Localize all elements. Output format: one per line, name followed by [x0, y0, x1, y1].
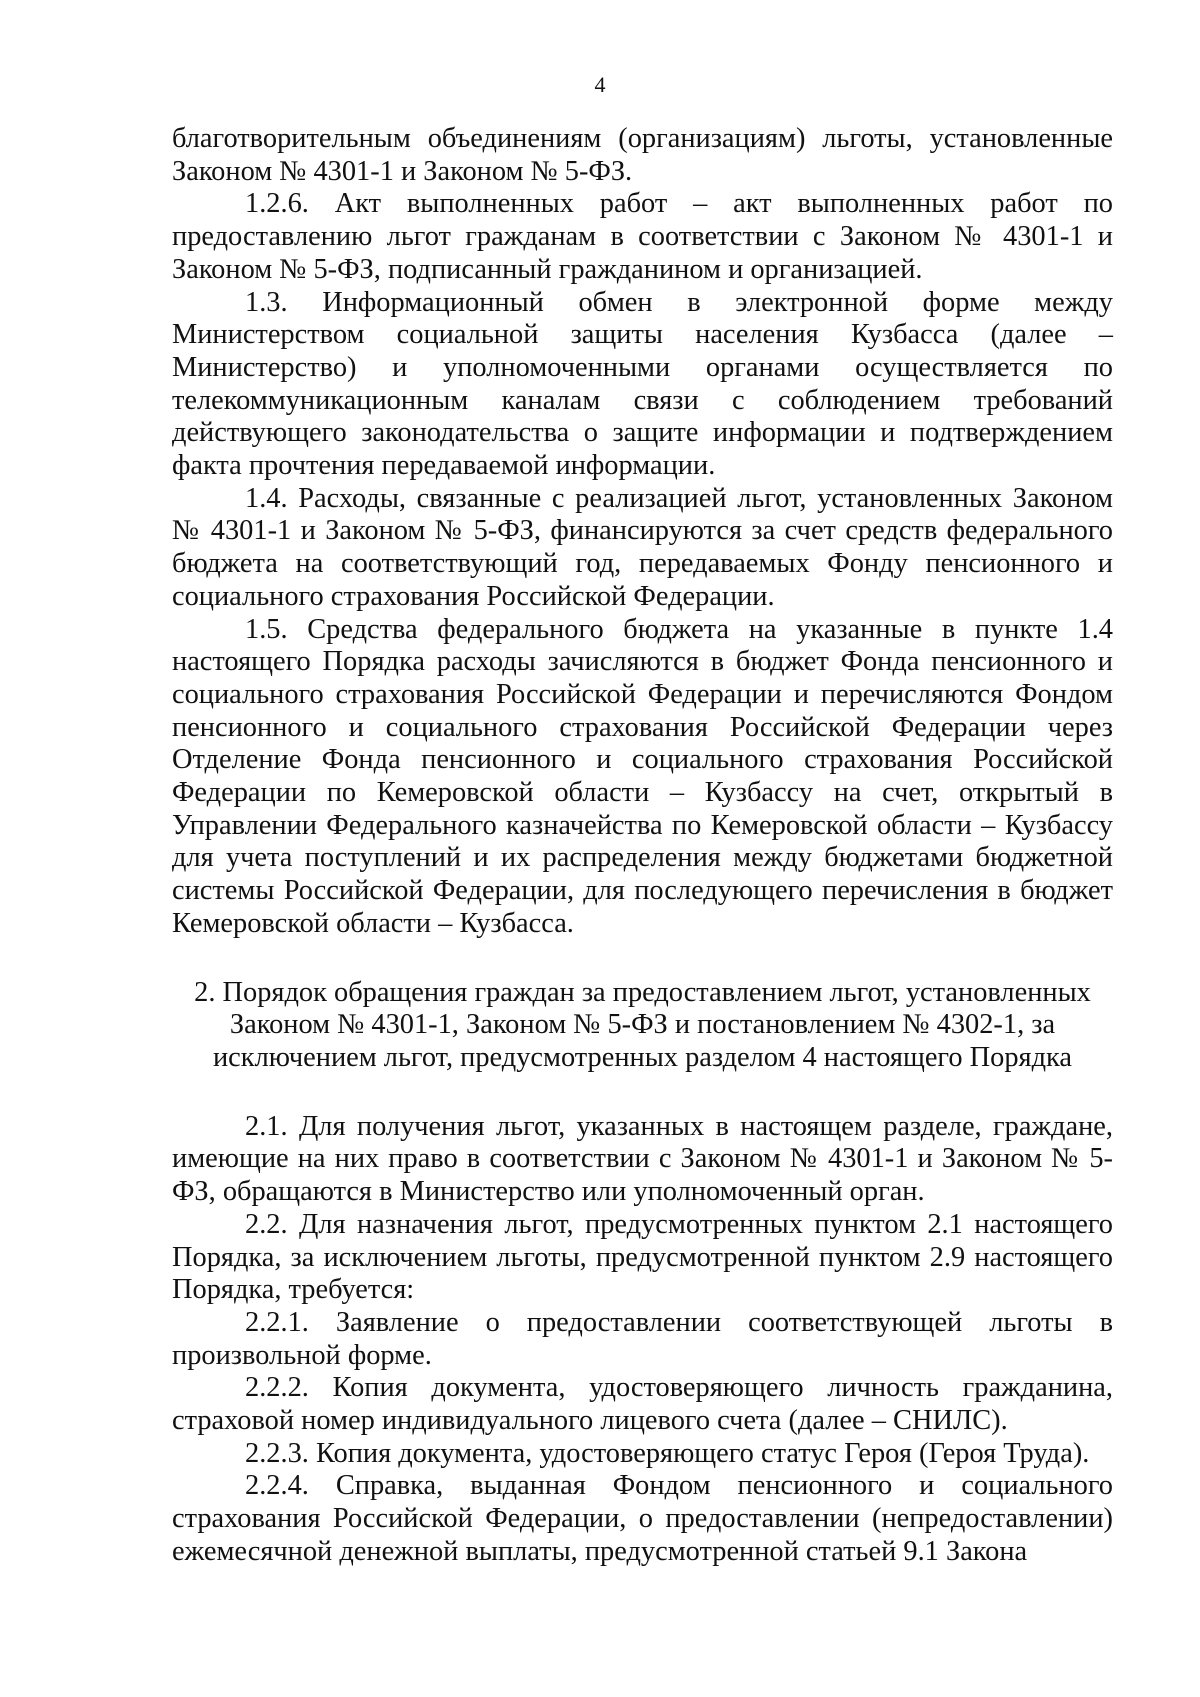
paragraph-continuation: благотворительным объединениям (организациям) льготы, установленные Законом № 4301-1 и Законом № 5-ФЗ. [172, 123, 1113, 187]
page-number: 4 [594, 72, 606, 97]
section-heading-line-3: исключением льгот, предусмотренных разделом 4 настоящего Порядка [212, 1041, 1073, 1073]
paragraph-1-5: 1.5. Средства федерального бюджета на указанные в пункте 1.4 настоящего Порядка расходы зачисляются в бюджет Фонда пенсионного и социального страхования Российской Федерации и перечисляются Фондом пенсионного и социального страхования Российской Федерации через Отделение Фонда пенсионного и социального страхования Российской Федерации по Кемеровской области – Кузбассу на счет, открытый в Управлении Федерального казначейства по Кемеровской области – Кузбассу для учета поступлений и их распределения между бюджетами бюджетной системы Российской Федерации, для последующего перечисления в бюджет Кемеровской области – Кузбасса. [172, 613, 1113, 939]
paragraph-1-4: 1.4. Расходы, связанные с реализацией льгот, установленных Законом № 4301-1 и Законом № 5-ФЗ, финансируются за счет средств федерального бюджета на соответствующий год, передаваемых Фонду пенсионного и социального страхования Российской Федерации. [172, 482, 1113, 612]
section-heading-line-1: 2. Порядок обращения граждан за предоставлением льгот, установленных [194, 976, 1091, 1008]
paragraph-1-2-6: 1.2.6. Акт выполненных работ – акт выполненных работ по предоставлению льгот гражданам в соответствии с Законом № 4301-1 и Законом № 5-ФЗ, подписанный гражданином и организацией. [172, 188, 1113, 285]
paragraph-2-2-4: 2.2.4. Справка, выданная Фондом пенсионного и социального страхования Российской Федерации, о предоставлении (непредоставлении) ежемесячной денежной выплаты, предусмотренной статьей 9.1 Закона [172, 1470, 1113, 1567]
paragraph-1-3: 1.3. Информационный обмен в электронной форме между Министерством социальной защиты населения Кузбасса (далее – Министерство) и уполномоченными органами осуществляется по телекоммуникационным каналам связи с соблюдением требований действующего законодательства о защите информации и подтверждением факта прочтения передаваемой информации. [172, 286, 1113, 482]
section-heading [172, 977, 1113, 1075]
paragraph-2-2-1: 2.2.1. Заявление о предоставлении соответствующей льготы в произвольной форме. [172, 1306, 1113, 1371]
paragraph-2-2-2: 2.2.2. Копия документа, удостоверяющего личность гражданина, страховой номер индивидуального лицевого счета (далее – СНИЛС). [172, 1372, 1113, 1437]
paragraph-2-1: 2.1. Для получения льгот, указанных в настоящем разделе, граждане, имеющие на них право в соответствии с Законом № 4301-1 и Законом № 5-ФЗ, обращаются в Министерство или уполномоченный орган. [172, 1110, 1113, 1208]
paragraph-2-2: 2.2. Для назначения льгот, предусмотренных пунктом 2.1 настоящего Порядка, за исключением льготы, предусмотренной пунктом 2.9 настоящего Порядка, требуется: [172, 1208, 1113, 1306]
paragraph-2-2-3: 2.2.3. Копия документа, удостоверяющего статус Героя (Героя Труда). [245, 1437, 1090, 1469]
section-heading-line-2: Законом № 4301-1, Законом № 5-ФЗ и постановлением № 4302-1, за [229, 1009, 1056, 1041]
document-body [172, 123, 1113, 1569]
spacer [172, 941, 1113, 977]
spacer [172, 1075, 1113, 1111]
